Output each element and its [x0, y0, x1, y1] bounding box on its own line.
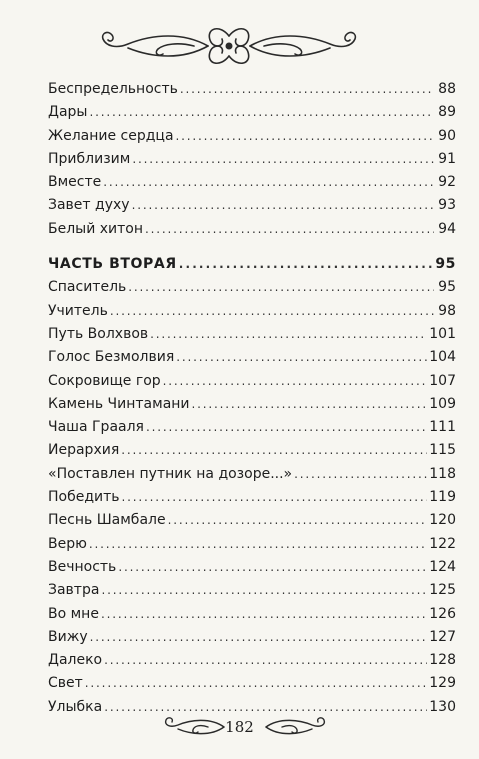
toc-leader-dots [89, 533, 427, 556]
toc-leader-dots [122, 486, 428, 509]
toc-entry-page: 91 [438, 150, 456, 167]
toc-entry-page: 115 [429, 442, 456, 459]
toc-leader-dots [146, 416, 427, 439]
toc-entry-page: 107 [429, 372, 456, 389]
toc-entry [48, 78, 456, 101]
toc-entry [48, 323, 456, 346]
toc-entry-title: Дары [48, 104, 88, 121]
toc-entry-title: Завтра [48, 582, 100, 599]
toc-leader-dots [132, 148, 434, 171]
toc-entry-page: 127 [429, 628, 456, 645]
toc-leader-dots [104, 649, 427, 672]
toc-entry-title: Приблизим [48, 150, 131, 167]
toc-entry-title: Верю [48, 535, 87, 552]
toc-entry-page: 124 [429, 558, 456, 575]
toc-entry [48, 218, 456, 241]
toc-leader-dots [132, 194, 434, 217]
toc-entry-title: Камень Чинтамани [48, 395, 190, 412]
toc-entry [48, 125, 456, 148]
toc-entry-page: 125 [429, 582, 456, 599]
toc-entry-title: Свет [48, 675, 83, 692]
toc-entry-title: «Поставлен путник на дозоре...» [48, 465, 293, 482]
toc-entry-page: 129 [429, 675, 456, 692]
toc-entry-page: 93 [438, 197, 456, 214]
toc-entry-title: Иерархия [48, 442, 120, 459]
toc-leader-dots [101, 579, 427, 602]
toc-entry-title: ЧАСТЬ ВТОРАЯ [48, 256, 177, 273]
toc-entry [48, 463, 456, 486]
toc-entry-page: 104 [429, 349, 456, 366]
toc-leader-dots [150, 323, 427, 346]
toc-entry [48, 626, 456, 649]
toc-leader-dots [168, 509, 428, 532]
toc-entry-page: 130 [429, 698, 456, 715]
toc-entry [48, 370, 456, 393]
toc-leader-dots [163, 370, 428, 393]
toc-entry [48, 649, 456, 672]
toc-entry-page: 118 [429, 465, 456, 482]
toc-entry [48, 194, 456, 217]
toc-leader-dots [176, 125, 434, 148]
toc-entry-title: Голос Безмолвия [48, 349, 175, 366]
toc-entry [48, 672, 456, 695]
toc-section-heading [48, 253, 456, 276]
toc-leader-dots [89, 101, 434, 124]
toc-entry-page: 92 [438, 174, 456, 191]
toc-entry-page: 90 [438, 127, 456, 144]
toc-leader-dots [145, 218, 434, 241]
toc-entry-title: Победить [48, 489, 120, 506]
toc-entry-title: Желание сердца [48, 127, 174, 144]
toc-entry-title: Песнь Шамбале [48, 512, 166, 529]
toc-entry-title: Беспредельность [48, 81, 178, 97]
toc-leader-dots [180, 78, 434, 101]
toc-entry-title: Учитель [48, 302, 108, 319]
toc-entry [48, 101, 456, 124]
toc-entry [48, 148, 456, 171]
toc-entry-page: 101 [429, 325, 456, 342]
toc-entry-title: Вижу [48, 628, 88, 645]
toc-leader-dots [103, 171, 434, 194]
toc-entry [48, 171, 456, 194]
toc-entry [48, 579, 456, 602]
toc-leader-dots [176, 346, 427, 369]
toc-entry [48, 276, 456, 299]
toc-entry-title: Спаситель [48, 279, 127, 296]
toc-entry [48, 346, 456, 369]
toc-leader-dots [179, 253, 434, 276]
toc-entry-title: Чаша Грааля [48, 419, 144, 436]
toc-entry-page: 128 [429, 652, 456, 669]
toc-entry-title: Путь Волхвов [48, 325, 149, 342]
toc-entry [48, 300, 456, 323]
toc-entry-page: 109 [429, 395, 456, 412]
toc-entry-title: Далеко [48, 652, 103, 669]
toc-entry-title: Сокровище гор [48, 372, 161, 389]
toc-entry-page: 95 [435, 256, 456, 273]
toc-entry-title: Улыбка [48, 698, 103, 715]
toc-entry-page: 122 [429, 535, 456, 552]
toc-leader-dots [118, 556, 427, 579]
toc-leader-dots [101, 603, 427, 626]
toc-entry [48, 393, 456, 416]
toc-leader-dots [90, 626, 428, 649]
toc-entry-page: 89 [438, 104, 456, 121]
page-number: 182 [225, 718, 254, 736]
toc-entry-page: 94 [438, 220, 456, 237]
toc-entry [48, 509, 456, 532]
toc-leader-dots [85, 672, 427, 695]
toc-entry [48, 486, 456, 509]
toc-entry-title: Во мне [48, 605, 99, 622]
ornament-top-icon [98, 22, 360, 70]
toc-entry [48, 439, 456, 462]
toc-entry-page: 95 [438, 279, 456, 296]
toc-entry-page: 111 [429, 419, 456, 436]
toc-entry [48, 603, 456, 626]
toc-entry-page: 119 [429, 489, 456, 506]
table-of-contents [48, 78, 456, 719]
toc-entry [48, 556, 456, 579]
toc-entry [48, 533, 456, 556]
toc-leader-dots [110, 300, 434, 323]
ornament-bottom-icon [160, 712, 330, 742]
toc-entry-page: 120 [429, 512, 456, 529]
toc-leader-dots [192, 393, 428, 416]
toc-leader-dots [294, 463, 427, 486]
toc-leader-dots [128, 276, 434, 299]
toc-entry-title: Вечность [48, 558, 117, 575]
toc-entry-title: Белый хитон [48, 220, 144, 237]
toc-leader-dots [121, 439, 427, 462]
toc-entry-page: 88 [438, 81, 456, 97]
toc-entry-title: Завет духу [48, 197, 130, 214]
toc-entry-title: Вместе [48, 174, 102, 191]
toc-entry-page: 98 [438, 302, 456, 319]
toc-entry [48, 416, 456, 439]
toc-entry-page: 126 [429, 605, 456, 622]
